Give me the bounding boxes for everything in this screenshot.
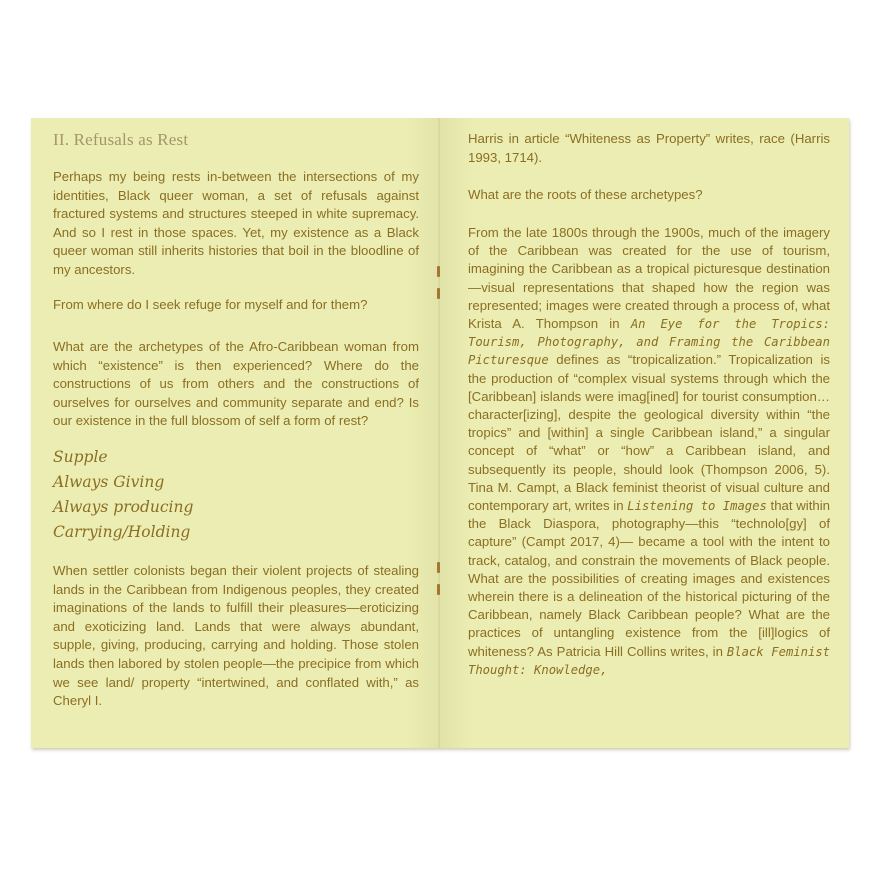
section-heading: II. Refusals as Rest (53, 130, 189, 149)
list-item: Always Giving (53, 473, 165, 491)
text-run: defines as “tropicalization.” Tropicalization is the production of “complex visual systems through which the [Caribbean] islands were imag[ined] for tourist consumption…character[izing], despite the geological diversity within “the tropics” and [within] a single Caribbean island,” a singular concept of “what” or “how” a Caribbean island, and subsequently its people, should look (Thompson 2006, 5). Tina M. Campt, a Black feminist theorist of visual culture and contemporary art, writes in (468, 352, 830, 514)
paragraph-question (53, 296, 419, 315)
booklet (31, 118, 849, 748)
list-item: Always producing (53, 498, 194, 516)
paragraph-text (468, 224, 830, 679)
paragraph-tropicalization (468, 224, 830, 679)
paragraph-roots (468, 186, 830, 205)
text-run: that within the Black Diaspora, photography—this “technolo[gy] of capture” (Campt 2017, 4)— became a tool with the intent to track, catalog, and constrain the movements of Black people. What are the possibilities of creating images and existences wherein there is a delineation of the historical picturing of the Caribbean, namely Black Caribbean people? What are the practices of untangling existence from the [ill]logics of whiteness? As Patricia Hill Collins writes, in (468, 498, 830, 659)
paragraph-text: What are the roots of these archetypes? (468, 187, 703, 202)
paragraph-text: What are the archetypes of the Afro-Caribbean woman from which “existence” is then experienced? Where do the constructions of us from others and the constructions of ourselves for ourselves and community separate and end? Is our existence in the full blossom of self a form of rest? (53, 339, 419, 429)
paragraph-text: From where do I seek refuge for myself and for them? (53, 297, 368, 312)
paragraph-intro (53, 168, 419, 280)
right-page (440, 118, 849, 748)
paragraph-archetypes (53, 338, 419, 431)
list-item: Carrying/Holding (53, 523, 191, 541)
text-run: From the late 1800s through the 1900s, much of the imagery of the Caribbean was created for the use of tourism, imagining the Caribbean as a tropical picturesque destination—visual representations that shaped how the region was represented; images were created through a process of, what Krista A. Thompson in (468, 225, 830, 332)
list-item: Supple (53, 448, 108, 466)
book-title: Black Feminist Thought: Knowledge, (468, 644, 830, 677)
paragraph-harris (468, 130, 830, 167)
paragraph-text: When settler colonists began their violent projects of stealing lands in the Caribbean from Indigenous peoples, they created imaginations of the lands to fulfill their pleasures—eroticizing and exoticizing land. Lands that were always abundant, supple, giving, producing, carrying and holding. Those stolen lands then labored by stolen people—the precipice from which we see land/ property “intertwined, and conflated with,” as Cheryl I. (53, 563, 419, 709)
paragraph-colonists (53, 562, 419, 711)
paragraph-text: Harris in article “Whiteness as Property” writes, race (Harris 1993, 1714). (468, 131, 830, 165)
book-title: An Eye for the Tropics: Tourism, Photography, and Framing the Caribbean Picturesque (468, 317, 830, 368)
paragraph-text: Perhaps my being rests in-between the intersections of my identities, Black queer woman, a set of refusals against fractured systems and structures steeped in white supremacy. And so I rest in those spaces. Yet, my existence as a Black queer woman still inherits histories that boil in the bloodline of my ancestors. (53, 169, 419, 277)
archetype-list (53, 445, 193, 545)
left-page (31, 118, 440, 748)
book-title: Listening to Images (627, 499, 767, 514)
